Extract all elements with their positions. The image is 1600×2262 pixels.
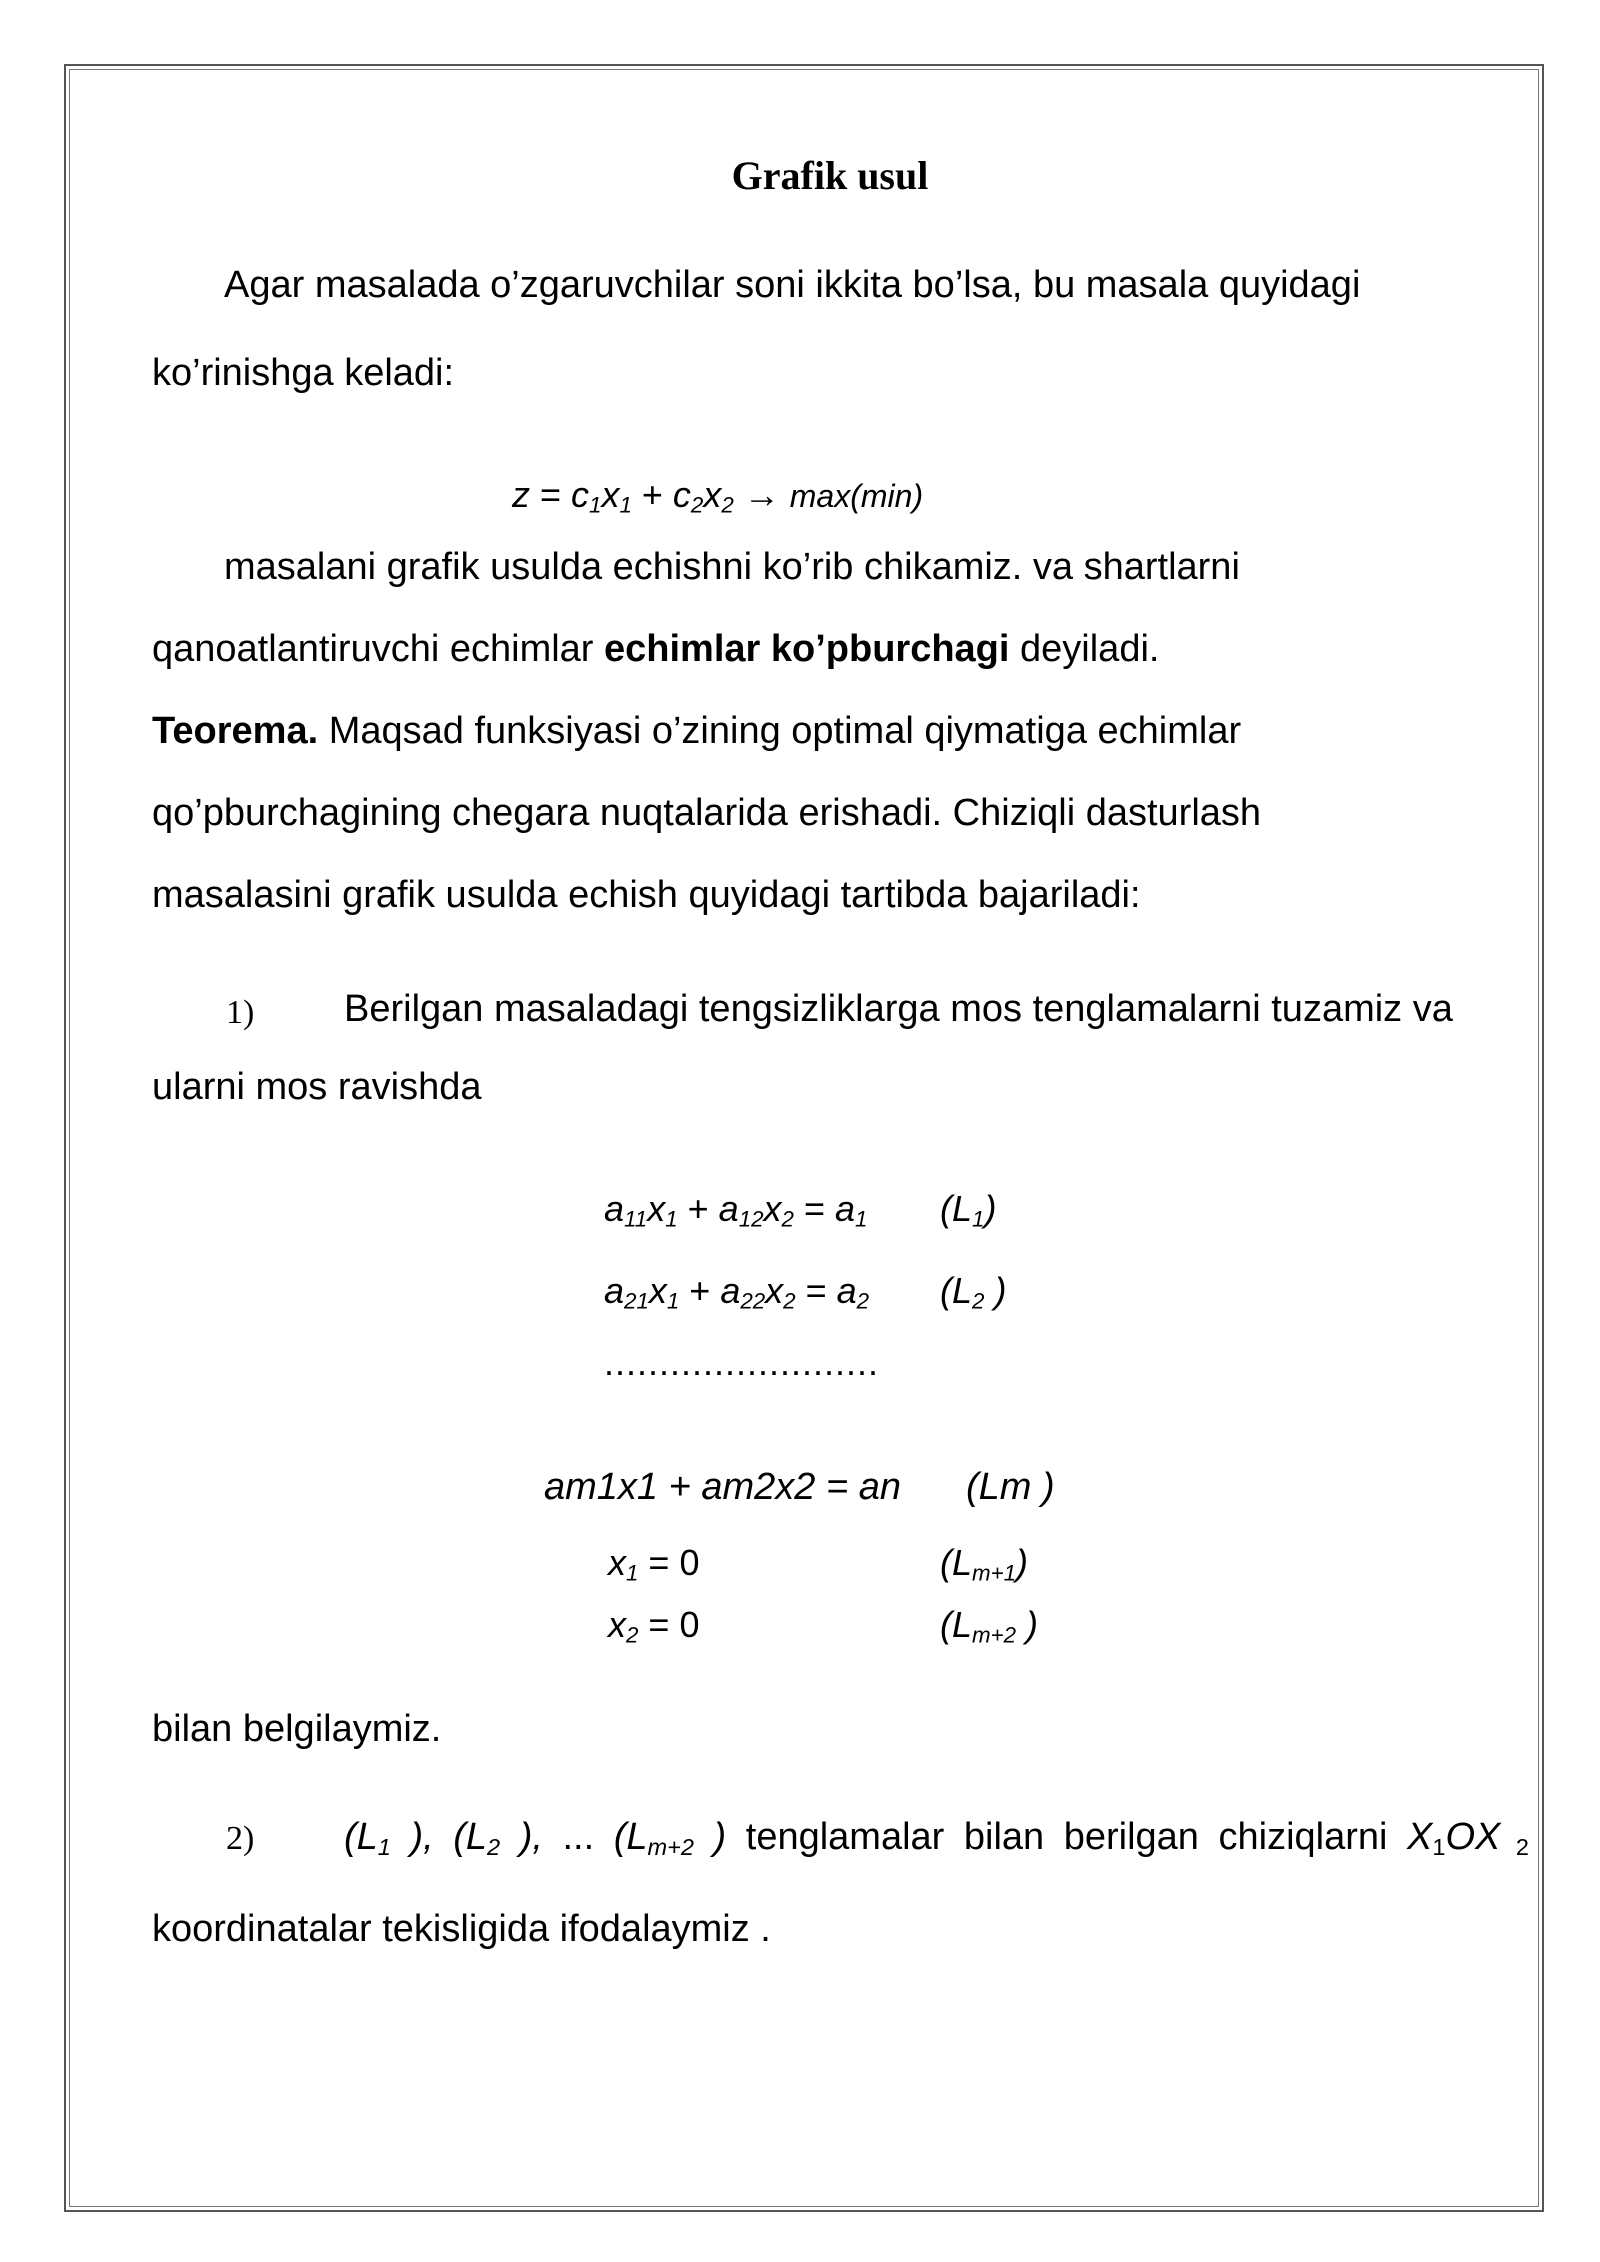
theorem-line2: qo’pburchagining chegara nuqtalarida erishadi. Chiziqli dasturlash bbox=[152, 792, 1262, 834]
step2-number: 2) bbox=[226, 1820, 255, 1857]
equation-x1: $x_1 = 0$ bbox=[608, 1542, 700, 1586]
objective-function: $z = c_1x_1 + c_2x_2 \to \max(\min)$ bbox=[512, 474, 924, 518]
equation-1-label: $(L_1)$ bbox=[940, 1188, 997, 1232]
step1-line1: Berilgan masaladagi tengsizliklarga mos tenglamalarni tuzamiz va bbox=[344, 988, 1453, 1030]
step1-number: 1) bbox=[226, 994, 255, 1031]
equations-ellipsis: ......................... bbox=[604, 1342, 880, 1383]
step2-line2: koordinatalar tekisligida ifodalaymiz . bbox=[152, 1908, 771, 1950]
equation-1: $a_{11}x_1 + a_{12}x_2 = a_1$ bbox=[604, 1188, 868, 1232]
page-title: Grafik usul bbox=[731, 153, 929, 198]
equation-2-label: ($L_2$ ) bbox=[940, 1270, 1007, 1314]
step2-line1: ($L_1$ ), ($L_2$ ), ... ($L_{m+2}$ ) tenglamalar bilan berilgan chiziqlarni $X_1OX$ $_2$ bbox=[344, 1816, 1530, 1860]
equation-m-label: (Lm ) bbox=[966, 1466, 1055, 1508]
theorem-label: Teorema. bbox=[152, 710, 319, 752]
equation-x2-label: ($L_{m+2}$ ) bbox=[940, 1604, 1039, 1648]
equation-x2: $x_2 = 0$ bbox=[608, 1604, 700, 1648]
para2-line1: masalani grafik usulda echishni ko’rib chikamiz. va shartlarni bbox=[224, 546, 1240, 588]
para1-line2: ko’rinishga keladi: bbox=[152, 352, 455, 394]
step1-line2: ularni mos ravishda bbox=[152, 1066, 482, 1108]
para1-line1: Agar masalada o’zgaruvchilar soni ikkita bo’lsa, bu masala quyidagi bbox=[224, 264, 1361, 306]
theorem-line3: masalasini grafik usulda echish quyidagi tartibda bajariladi: bbox=[152, 874, 1141, 916]
equation-2: $a_{21}x_1 + a_{22}x_2 = a_2$ bbox=[604, 1270, 870, 1314]
equation-x1-label: $(L_{m+1})$ bbox=[940, 1542, 1029, 1586]
theorem-line1: Teorema. Maqsad funksiyasi o’zining optimal qiymatiga echimlar bbox=[152, 710, 1242, 752]
para2-line2: qanoatlantiruvchi echimlar echimlar ko’pburchagi deyiladi. bbox=[152, 628, 1160, 670]
equation-m: am1x1 + am2x2 = an bbox=[544, 1466, 901, 1508]
after-equations-text: bilan belgilaymiz. bbox=[152, 1708, 442, 1750]
